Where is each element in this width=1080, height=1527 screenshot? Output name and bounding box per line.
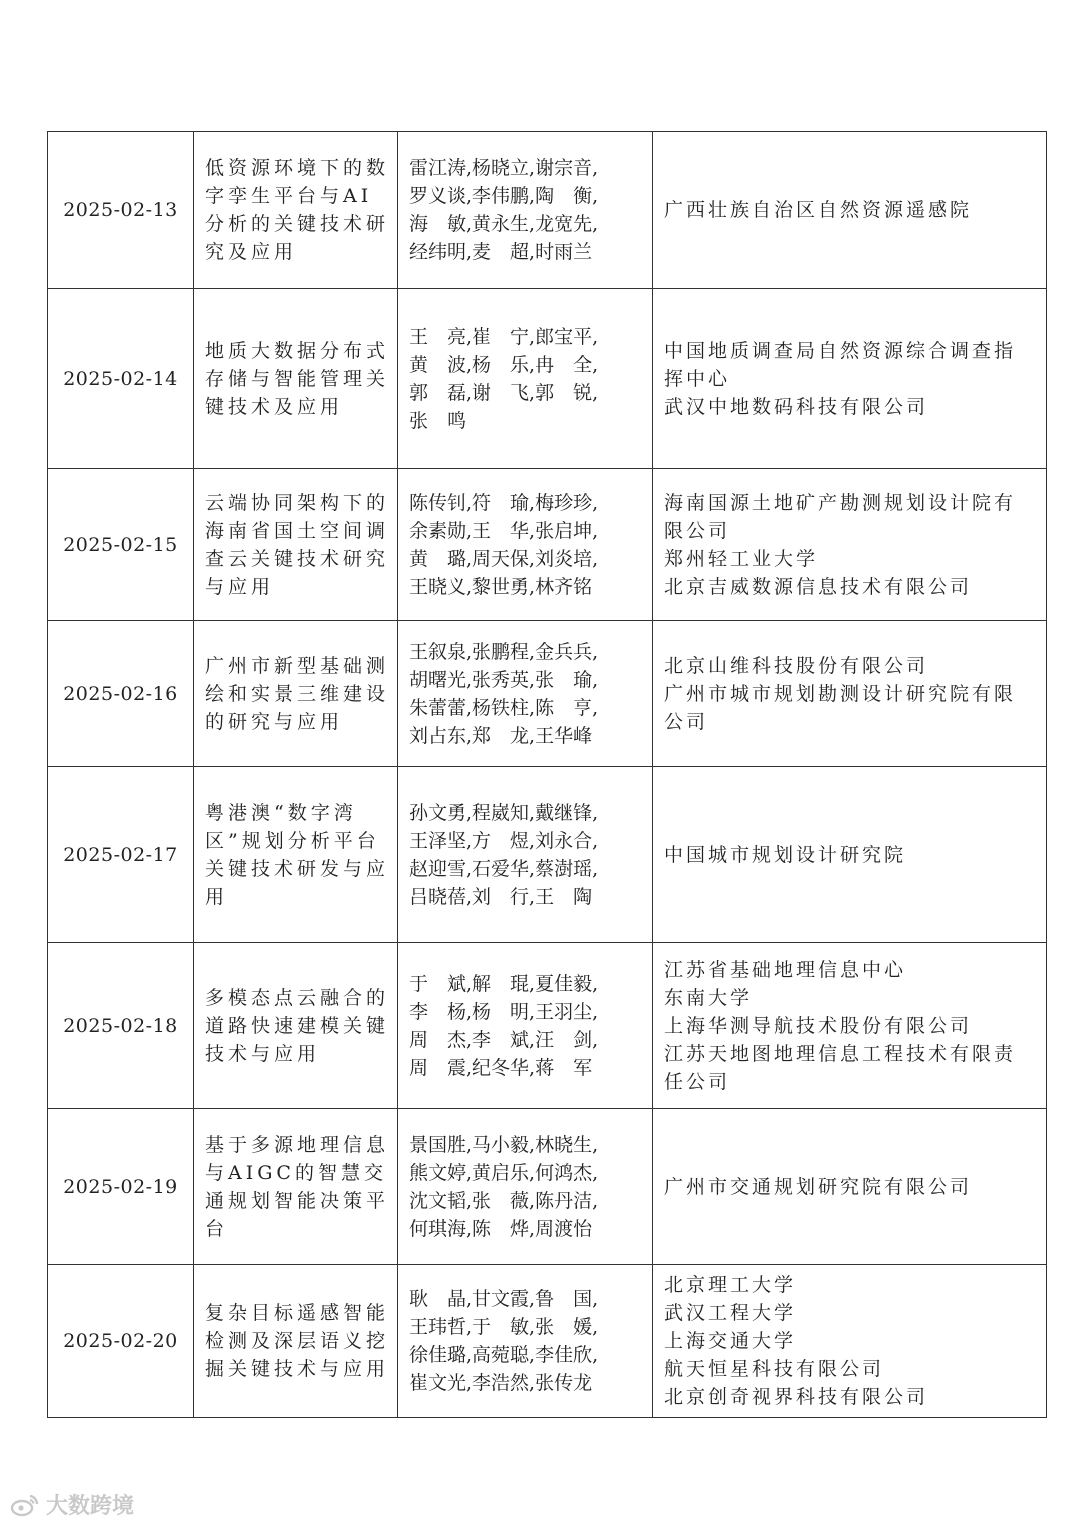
- table-row: [48, 767, 1047, 943]
- project-name-cell: 低资源环境下的数字孪生平台与AI分析的关键技术研究及应用: [194, 132, 398, 289]
- people-line: 陈传钊,符 瑜,梅珍珍,: [409, 491, 599, 514]
- watermark-text: 大数跨境: [46, 1494, 135, 1519]
- date-cell: 2025-02-16: [48, 621, 194, 767]
- organization-name: 中国地质调查局自然资源综合调查指挥中心: [664, 339, 1017, 390]
- project-name-cell: 地质大数据分布式存储与智能管理关键技术及应用: [194, 289, 398, 469]
- table-row: [48, 1265, 1047, 1418]
- project-name-cell: 粤港澳“数字湾区”规划分析平台关键技术研发与应用: [194, 767, 398, 943]
- organization-name: 武汉工程大学: [664, 1302, 797, 1324]
- people-line: 胡曙光,张秀英,张 瑜,: [409, 668, 599, 691]
- people-line: 耿 晶,甘文霞,鲁 国,: [409, 1288, 599, 1310]
- people-line: 李 杨,杨 明,王羽尘,: [409, 1000, 599, 1023]
- organization-cell: [653, 132, 1047, 289]
- people-line: 崔文光,李浩然,张传龙: [409, 1372, 593, 1394]
- people-cell: [398, 767, 653, 943]
- people-line: 熊文婷,黄启乐,何鸿杰,: [409, 1161, 599, 1184]
- project-name-cell: 复杂目标遥感智能检测及深层语义挖掘关键技术与应用: [194, 1265, 398, 1418]
- people-line: 王泽坚,方 煜,刘永合,: [409, 829, 599, 852]
- organization-name: 东南大学: [664, 986, 753, 1009]
- people-cell: [398, 132, 653, 289]
- organization-name: 郑州轻工业大学: [664, 547, 819, 570]
- people-line: 王玮哲,于 敏,张 媛,: [409, 1316, 599, 1338]
- people-line: 孙文勇,程崴知,戴继锋,: [409, 801, 599, 824]
- date-cell: 2025-02-15: [48, 469, 194, 621]
- people-line: 海 敏,黄永生,龙宽先,: [409, 213, 599, 235]
- people-line: 余素勋,王 华,张启坤,: [409, 519, 599, 542]
- people-line: 张 鸣: [409, 409, 467, 432]
- project-name-cell: 多模态点云融合的道路快速建模关键技术与应用: [194, 943, 398, 1109]
- project-name-cell: 基于多源地理信息与AIGC的智慧交通规划智能决策平台: [194, 1109, 398, 1265]
- people-line: 吕晓蓓,刘 行,王 陶: [409, 885, 593, 908]
- watermark: [10, 1489, 134, 1520]
- organization-name: 上海华测导航技术股份有限公司: [664, 1014, 973, 1037]
- organization-cell: [653, 621, 1047, 767]
- organization-name: 武汉中地数码科技有限公司: [664, 395, 929, 418]
- people-line: 景国胜,马小毅,林晓生,: [409, 1133, 599, 1156]
- weibo-logo-icon: [10, 1493, 40, 1517]
- organization-name: 航天恒星科技有限公司: [664, 1358, 885, 1380]
- people-line: 周 杰,李 斌,汪 剑,: [409, 1028, 599, 1051]
- date-cell: 2025-02-19: [48, 1109, 194, 1265]
- organization-name: 北京吉威数源信息技术有限公司: [664, 575, 973, 598]
- organization-cell: [653, 1265, 1047, 1418]
- people-cell: [398, 469, 653, 621]
- table-row: [48, 469, 1047, 621]
- people-cell: [398, 943, 653, 1109]
- organization-name: 江苏天地图地理信息工程技术有限责任公司: [664, 1042, 1017, 1093]
- organization-name: 中国城市规划设计研究院: [664, 843, 907, 866]
- people-line: 罗义谈,李伟鹏,陶 衡,: [409, 185, 599, 207]
- people-cell: [398, 289, 653, 469]
- people-line: 徐佳璐,高菀聪,李佳欣,: [409, 1344, 599, 1366]
- date-cell: 2025-02-13: [48, 132, 194, 289]
- table-body: [48, 132, 1047, 1418]
- people-line: 经纬明,麦 超,时雨兰: [409, 241, 593, 263]
- organization-name: 上海交通大学: [664, 1330, 797, 1352]
- people-cell: [398, 1265, 653, 1418]
- organization-name: 北京山维科技股份有限公司: [664, 654, 929, 677]
- people-line: 雷江涛,杨晓立,谢宗音,: [409, 157, 599, 179]
- people-line: 于 斌,解 琨,夏佳毅,: [409, 972, 599, 995]
- project-name-cell: 云端协同架构下的海南省国土空间调查云关键技术研究与应用: [194, 469, 398, 621]
- people-line: 王叙泉,张鹏程,金兵兵,: [409, 640, 599, 663]
- people-line: 朱蕾蕾,杨铁柱,陈 亨,: [409, 696, 599, 719]
- table-row: [48, 132, 1047, 289]
- organization-name: 广州市交通规划研究院有限公司: [664, 1175, 973, 1198]
- people-line: 沈文韬,张 薇,陈丹洁,: [409, 1189, 599, 1212]
- people-line: 何琪海,陈 烨,周渡怡: [409, 1217, 593, 1240]
- people-line: 赵迎雪,石爱华,蔡澍瑶,: [409, 857, 599, 880]
- date-cell: 2025-02-17: [48, 767, 194, 943]
- organization-name: 广州市城市规划勘测设计研究院有限公司: [664, 682, 1017, 733]
- project-name-cell: 广州市新型基础测绘和实景三维建设的研究与应用: [194, 621, 398, 767]
- people-line: 黄 波,杨 乐,冉 全,: [409, 353, 599, 376]
- organization-name: 江苏省基础地理信息中心: [664, 958, 907, 981]
- organization-cell: [653, 469, 1047, 621]
- organization-name: 广西壮族自治区自然资源遥感院: [664, 199, 973, 221]
- organization-cell: [653, 943, 1047, 1109]
- people-cell: [398, 621, 653, 767]
- people-line: 黄 璐,周天保,刘炎培,: [409, 547, 599, 570]
- date-cell: 2025-02-14: [48, 289, 194, 469]
- people-line: 王 亮,崔 宁,郎宝平,: [409, 325, 599, 348]
- table-row: [48, 621, 1047, 767]
- people-cell: [398, 1109, 653, 1265]
- award-table: [47, 131, 1047, 1418]
- date-cell: 2025-02-18: [48, 943, 194, 1109]
- people-line: 周 震,纪冬华,蒋 军: [409, 1056, 593, 1079]
- table-row: [48, 289, 1047, 469]
- date-cell: 2025-02-20: [48, 1265, 194, 1418]
- people-line: 刘占东,郑 龙,王华峰: [409, 724, 593, 747]
- organization-name: 北京理工大学: [664, 1274, 797, 1296]
- people-line: 王晓义,黎世勇,林齐铭: [409, 575, 593, 598]
- organization-cell: [653, 1109, 1047, 1265]
- table-row: [48, 943, 1047, 1109]
- table-row: [48, 1109, 1047, 1265]
- organization-name: 北京创奇视界科技有限公司: [664, 1386, 929, 1408]
- organization-name: 海南国源土地矿产勘测规划设计院有限公司: [664, 491, 1017, 542]
- organization-cell: [653, 767, 1047, 943]
- organization-cell: [653, 289, 1047, 469]
- people-line: 郭 磊,谢 飞,郭 锐,: [409, 381, 599, 404]
